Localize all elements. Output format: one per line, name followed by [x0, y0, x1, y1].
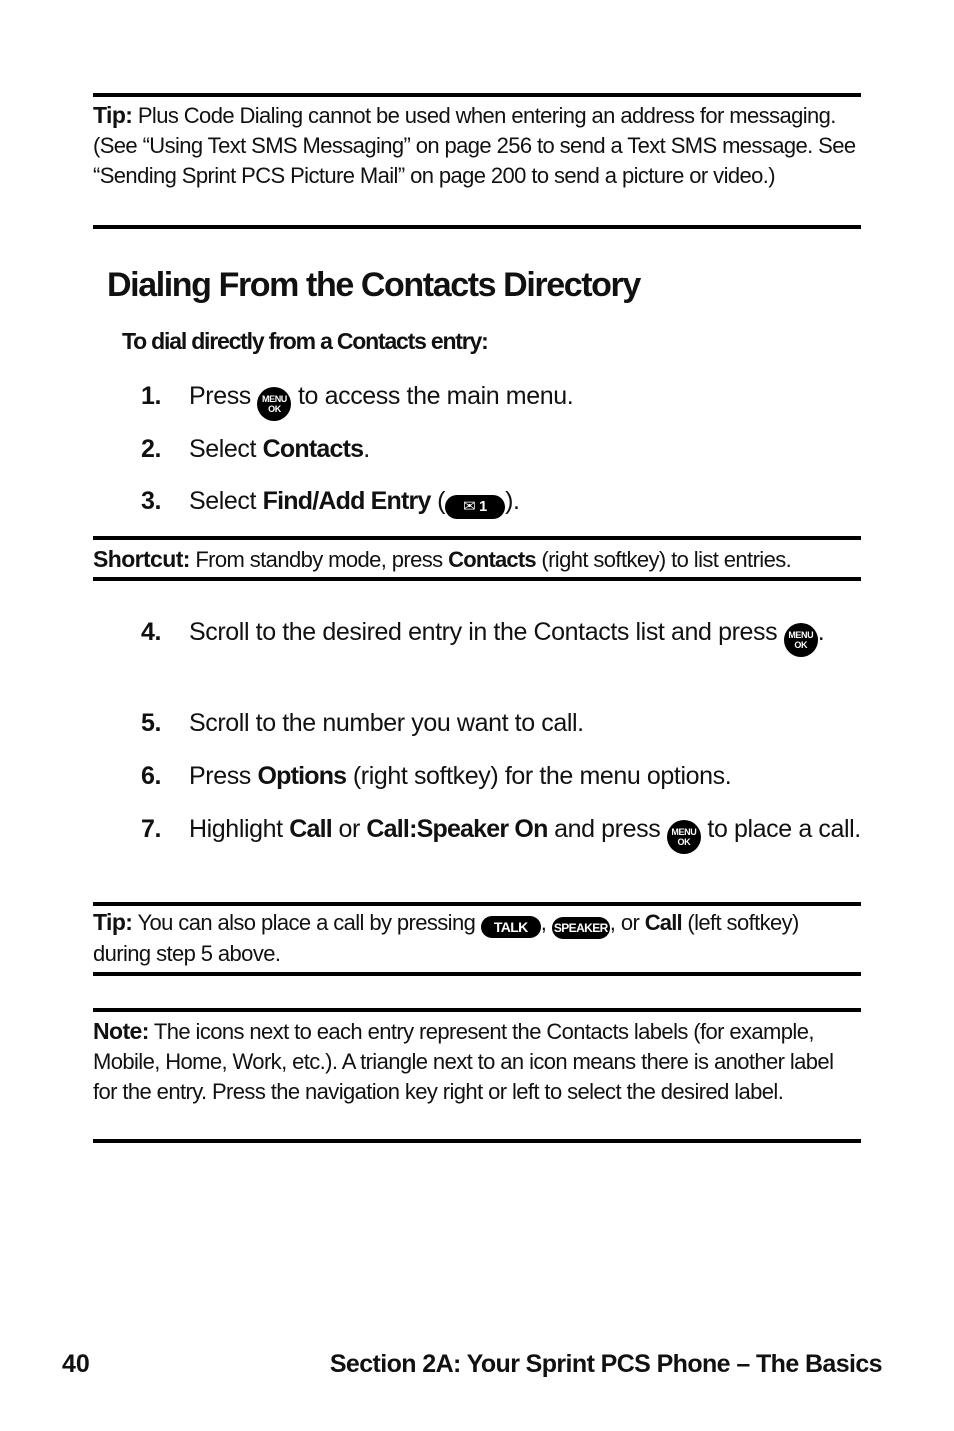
step-number: 7.: [141, 815, 162, 843]
tip-bold-term: Call: [644, 910, 682, 935]
tip-text: (left softkey) during step 5 above.: [93, 910, 799, 966]
step-text: to place a call.: [707, 815, 861, 843]
step-number: 5.: [141, 709, 162, 737]
speaker-key-icon: SPEAKER: [552, 917, 610, 939]
step-text: ).: [505, 487, 520, 515]
step-text: .: [817, 618, 825, 646]
step-text: (right softkey) for the menu options.: [352, 762, 732, 790]
note-label: Note:: [93, 1018, 149, 1044]
step-text: Highlight: [189, 815, 283, 843]
step-number: 6.: [141, 762, 162, 790]
menu-ok-key-icon: MENU OK: [784, 623, 818, 657]
procedure-subheading: To dial directly from a Contacts entry:: [122, 328, 488, 354]
key-1-envelope-icon: ✉ 1: [445, 495, 505, 519]
step-number: 1.: [141, 382, 162, 410]
step-text: Press: [189, 762, 251, 790]
step-1: [141, 377, 861, 421]
step-text: Scroll to the number you want to call.: [189, 709, 584, 737]
tip-box-talk: [93, 902, 861, 976]
section-heading: Dialing From the Contacts Directory: [107, 266, 640, 304]
step-number: 4.: [141, 618, 162, 646]
shortcut-box: [93, 536, 861, 581]
step-text: Press: [189, 382, 251, 410]
step-number: 2.: [141, 435, 162, 463]
step-2: [141, 430, 861, 468]
step-bold-term: Contacts: [262, 435, 364, 463]
menu-ok-key-icon: MENU OK: [667, 820, 701, 854]
tip-box-plus-code: [93, 93, 861, 229]
shortcut-label: Shortcut:: [93, 546, 190, 572]
step-text: Select: [189, 487, 257, 515]
step-3: [141, 482, 861, 520]
note-box: [93, 1008, 861, 1143]
section-footer: Section 2A: Your Sprint PCS Phone – The Basics: [329, 1350, 882, 1378]
step-text: to access the main menu.: [298, 382, 574, 410]
shortcut-text: From standby mode, press: [195, 547, 443, 572]
tip-text: Plus Code Dialing cannot be used when entering an address for messaging. (See “Using Text SMS Messaging” on page 256 to send a Text SMS message. See “Sending Sprint PCS Picture Mail” on page 200 to send a picture or video.): [93, 103, 856, 188]
page-number: 40: [62, 1350, 90, 1378]
note-text: The icons next to each entry represent the Contacts labels (for example, Mobile, Home, Work, etc.). A triangle next to an icon means there is another label for the entry. Press the navigation key right or left to select the desired label.: [93, 1019, 834, 1104]
step-text: Select: [189, 435, 257, 463]
step-5: [141, 704, 861, 742]
step-6: [141, 757, 861, 795]
menu-ok-key-icon: MENU OK: [257, 387, 291, 421]
step-bold-term: Options: [257, 762, 347, 790]
step-bold-term: Call: [289, 815, 332, 843]
shortcut-text: (right softkey) to list entries.: [541, 547, 792, 572]
step-number: 3.: [141, 487, 162, 515]
tip-label: Tip:: [93, 909, 133, 935]
tip-label: Tip:: [93, 102, 133, 128]
step-text: or: [338, 815, 360, 843]
step-text: (: [437, 487, 446, 515]
step-bold-term: Find/Add Entry: [262, 487, 431, 515]
step-text: .: [363, 435, 370, 463]
tip-text: ,: [540, 910, 547, 935]
shortcut-bold-term: Contacts: [448, 547, 536, 572]
tip-text: You can also place a call by pressing: [137, 910, 476, 935]
step-7: [141, 810, 861, 854]
step-bold-term: Call:Speaker On: [366, 815, 548, 843]
step-text: Scroll to the desired entry in the Contacts list and press: [189, 618, 778, 646]
step-4: [141, 613, 861, 657]
step-text: and press: [554, 815, 661, 843]
talk-key-icon: TALK: [481, 916, 541, 938]
tip-text: , or: [609, 910, 640, 935]
